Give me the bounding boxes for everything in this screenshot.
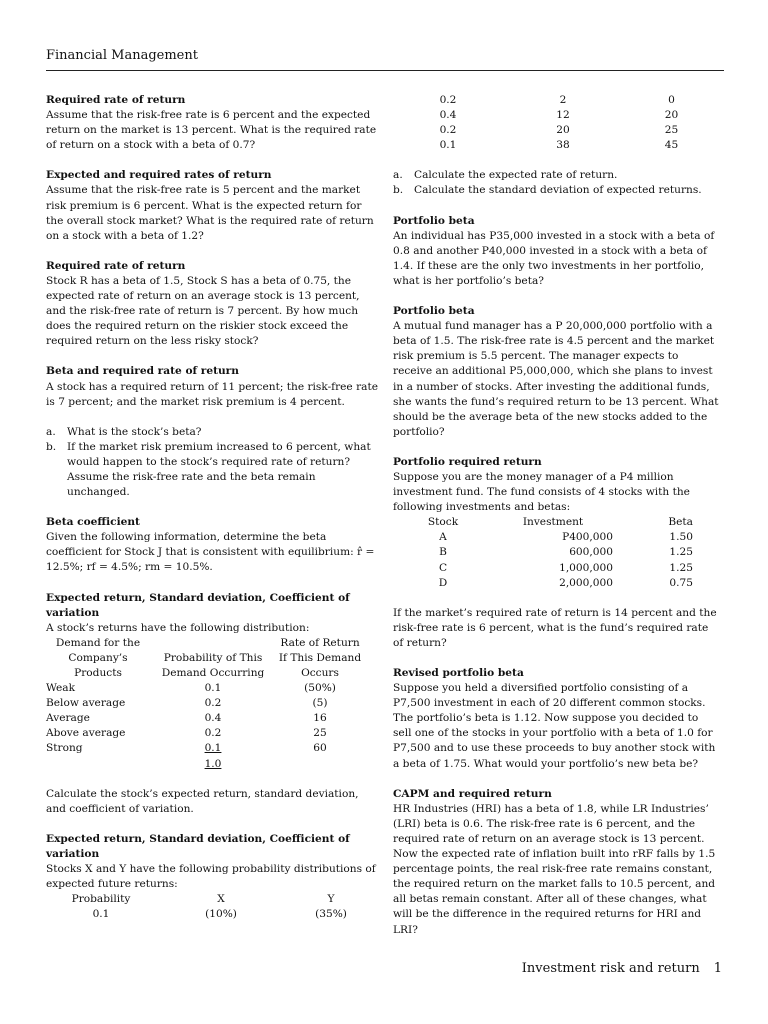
problem-beta-required (46, 364, 378, 500)
list-item: a. Calculate the expected rate of return. (393, 169, 618, 182)
xy-table-continued (393, 93, 720, 199)
table-row: Strong 0.1 60 (46, 742, 327, 755)
table-row: 0.1 (10%) (35%) (92, 908, 347, 921)
problem-expected-required (46, 168, 378, 243)
section-heading: Portfolio beta (393, 214, 475, 227)
problem-required-rate-1 (46, 93, 378, 153)
table-row: Weak 0.1 (50%) (46, 682, 336, 695)
section-body: Assume that the risk-free rate is 5 percent and the market risk premium is 6 percent. What is the expected return for the overall stock market? What is the required rate of return on a stock with a beta of 1.2? (46, 184, 374, 242)
table-header-row (46, 892, 376, 907)
total-value: 1.0 (204, 757, 222, 770)
table-header: Investment (522, 516, 584, 529)
section-body: A mutual fund manager has a P 20,000,000 portfolio with a beta of 1.5. The risk-free rate is 4.5 percent and the market risk premium is 5.5 percent. The manager expects to receive an additional P5,000,000, which she plans to invest in a number of stocks. After investing the additional funds, she wants the fund’s required return to be 13 percent. What should be the average beta of the new stocks added to the portfolio? (393, 320, 719, 438)
header-title: Financial Management (46, 48, 198, 63)
section-heading: Expected return, Standard deviation, Coefficient of variation (46, 591, 350, 619)
xy-table (46, 892, 376, 922)
table-header: Rate of Return If This Demand Occurs (278, 636, 362, 679)
table-row: 0.2 20 25 (439, 124, 679, 137)
section-body: Stock R has a beta of 1.5, Stock S has a beta of 0.75, the expected rate of return on an average stock is 13 percent, and the risk-free rate of return is 7 percent. By how much does the required return on the riskier stock exceed the required return on the less risky stock? (46, 274, 360, 348)
section-body: Given the following information, determine the beta coefficient for Stock J that is consistent with equilibrium: r̂ = 12.5%; rf = 4.5%; rm = 10.5%. (46, 531, 375, 574)
question-list (46, 425, 378, 500)
problem-expected-return-2 (46, 832, 378, 923)
table-row: D 2,000,000 0.75 (438, 576, 693, 589)
right-column (393, 93, 720, 953)
section-heading: Portfolio beta (393, 305, 475, 318)
problem-portfolio-beta-2 (393, 304, 720, 440)
table-row: 0.1 38 45 (439, 139, 679, 152)
distribution-table (46, 636, 364, 772)
section-heading: Portfolio required return (393, 455, 542, 468)
problem-beta-coefficient (46, 515, 378, 575)
table-row: 0.2 2 0 (439, 94, 675, 106)
left-column (46, 93, 378, 937)
section-heading: Expected return, Standard deviation, Coefficient of variation (46, 832, 350, 860)
table-header: Demand for the Company’s Products (55, 636, 141, 679)
page-header (46, 46, 724, 71)
table-header: Probability (71, 893, 131, 906)
section-heading: Revised portfolio beta (393, 667, 524, 679)
table-row: Average 0.4 16 (46, 712, 327, 725)
section-outro: If the market’s required rate of return is 14 percent and the risk-free rate is 6 percent, what is the fund’s required rate of return? (393, 606, 717, 649)
page-footer (522, 961, 722, 976)
page-number: 1 (713, 961, 722, 976)
problem-required-rate-2 (46, 259, 378, 350)
table-row: 0.4 12 20 (439, 109, 679, 122)
table-header: X (217, 893, 225, 906)
section-outro: Calculate the stock’s expected return, standard deviation, and coefficient of variation. (46, 787, 359, 815)
table-row: Below average 0.2 (5) (46, 697, 328, 710)
table-header-row (393, 515, 693, 530)
table-row: C 1,000,000 1.25 (438, 561, 693, 574)
problem-portfolio-required-return (393, 455, 720, 651)
section-heading: Required rate of return (46, 259, 186, 272)
table-header: Stock (427, 516, 459, 529)
section-body: Stocks X and Y have the following probability distributions of expected future returns: (46, 863, 376, 891)
section-intro: A stock’s returns have the following distribution: (46, 621, 310, 634)
section-heading: Beta and required rate of return (46, 365, 239, 378)
table-row: B 600,000 1.25 (439, 546, 693, 559)
stocks-table (393, 515, 693, 590)
section-body: A stock has a required return of 11 percent; the risk-free rate is 7 percent; and the market risk premium is 4 percent. (46, 380, 378, 408)
section-heading: CAPM and required return (393, 787, 552, 800)
table-row: A P400,000 1.50 (439, 531, 693, 544)
section-body: HR Industries (HRI) has a beta of 1.8, while LR Industries’ (LRI) beta is 0.6. The risk-free rate is 6 percent, and the required rate of return on an average stock is 13 percent. Now the expected rate of inflation built into rRF falls by 1.5 percentage points, the real risk-free rate remains constant, the required return on the market falls to 10.5 percent, and all betas remain constant. After all of these changes, what will be the difference in the required returns for HRI and LRI? (393, 802, 716, 936)
list-item: b. Calculate the standard deviation of expected returns. (393, 184, 702, 197)
xy-table-continued-rows (393, 93, 720, 153)
section-body: An individual has P35,000 invested in a stock with a beta of 0.8 and another P40,000 invested in a stock with a beta of 1.4. If these are the only two investments in her portfolio, what is her portfolio’s beta? (393, 229, 715, 287)
list-item: a. What is the stock’s beta? (46, 425, 202, 438)
table-header: Probability of This Demand Occurring (161, 651, 265, 679)
table-header-row (46, 636, 364, 681)
problem-expected-return-1 (46, 591, 378, 817)
list-item: b. If the market risk premium increased to 6 percent, what would happen to the stock’s required rate of return? Assume the risk-free rate and the beta remain unchanged. (46, 440, 371, 499)
table-header: Y (327, 893, 335, 906)
section-body: Suppose you held a diversified portfolio consisting of a P7,500 investment in each of 20 different common stocks. The portfolio’s beta is 1.12. Now suppose you decided to sell one of the stocks in your portfolio with a beta of 1.0 for P7,500 and to use these proceeds to buy another stock with a beta of 1.75. What would your portfolio’s new beta be? (393, 682, 716, 770)
section-heading: Required rate of return (46, 94, 186, 106)
problem-revised-portfolio-beta (393, 666, 720, 772)
problem-portfolio-beta-1 (393, 214, 720, 289)
section-heading: Beta coefficient (46, 516, 140, 529)
section-body: Assume that the risk-free rate is 6 percent and the expected return on the market is 13 percent. What is the required rate of return on a stock with a beta of 0.7? (46, 109, 377, 152)
section-body: Suppose you are the money manager of a P4 million investment fund. The fund consists of 4 stocks with the following investments and betas: (393, 470, 690, 514)
footer-label: Investment risk and return (521, 961, 700, 976)
table-header: Beta (668, 516, 693, 529)
table-total-row (46, 757, 364, 772)
question-list (393, 168, 720, 198)
table-row: Above average 0.2 25 (46, 727, 327, 740)
section-heading: Expected and required rates of return (46, 169, 272, 182)
problem-capm (393, 787, 720, 938)
